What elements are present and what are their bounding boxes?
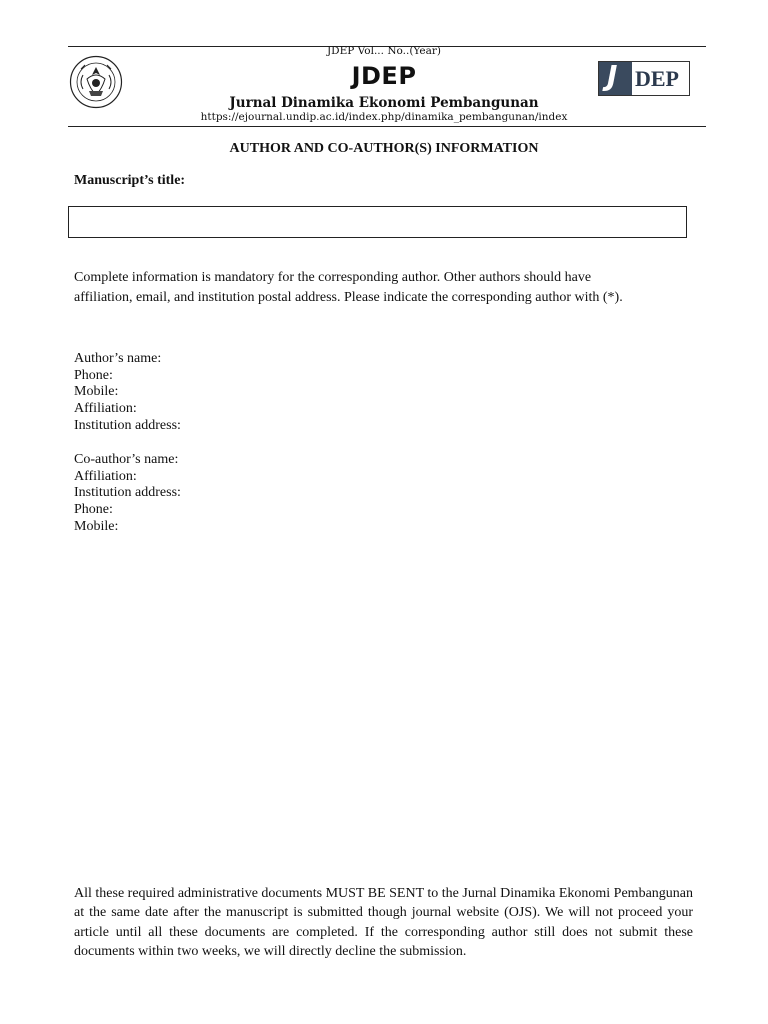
author-mobile-label: Mobile: — [74, 384, 119, 400]
journal-name: Jurnal Dinamika Ekonomi Pembangunan — [229, 95, 539, 111]
form-heading: AUTHOR AND CO-AUTHOR(S) INFORMATION — [229, 141, 539, 156]
journal-url[interactable]: https://ejournal.undip.ac.id/index.php/dinamika_pembangunan/index — [200, 111, 568, 123]
author-institution-address-label: Institution address: — [74, 417, 181, 433]
manuscript-title-field[interactable] — [68, 206, 687, 238]
coauthor-name-label: Co-author’s name: — [74, 452, 179, 467]
coauthor-mobile-label: Mobile: — [74, 518, 119, 534]
header-bottom-rule — [68, 126, 706, 127]
logo-mark-letter: J — [607, 59, 618, 92]
logo-text: DEP — [635, 66, 679, 91]
coauthor-phone-label: Phone: — [74, 502, 113, 518]
coauthor-fields — [74, 452, 181, 535]
instructions-line-1: Complete information is mandatory for the corresponding author. Other authors should have — [74, 270, 592, 285]
submission-notice: All these required administrative documents MUST BE SENT to the Jurnal Dinamika Ekonomi Pembangunan at the same date after the manuscript is submitted though journal website (OJS). We will not proceed your article until all these documents are completed. If the corresponding author still does not submit these documents within two weeks, we will directly decline the submission. — [74, 886, 693, 960]
volume-line: JDEP Vol... No..(Year) — [326, 45, 442, 57]
journal-acronym: JDEP — [351, 62, 417, 90]
author-fields — [74, 351, 181, 434]
manuscript-title-label: Manuscript’s title: — [74, 173, 186, 188]
instructions-line-2: affiliation, email, and institution postal address. Please indicate the corresponding author with (*). — [74, 289, 623, 305]
coauthor-institution-address-label: Institution address: — [74, 485, 181, 501]
author-name-label: Author’s name: — [74, 351, 162, 366]
logo-mark-block — [599, 59, 632, 95]
author-affiliation-label: Affiliation: — [74, 401, 137, 417]
coauthor-affiliation-label: Affiliation: — [74, 468, 137, 484]
jdep-logo — [598, 61, 690, 96]
author-phone-label: Phone: — [74, 367, 113, 383]
